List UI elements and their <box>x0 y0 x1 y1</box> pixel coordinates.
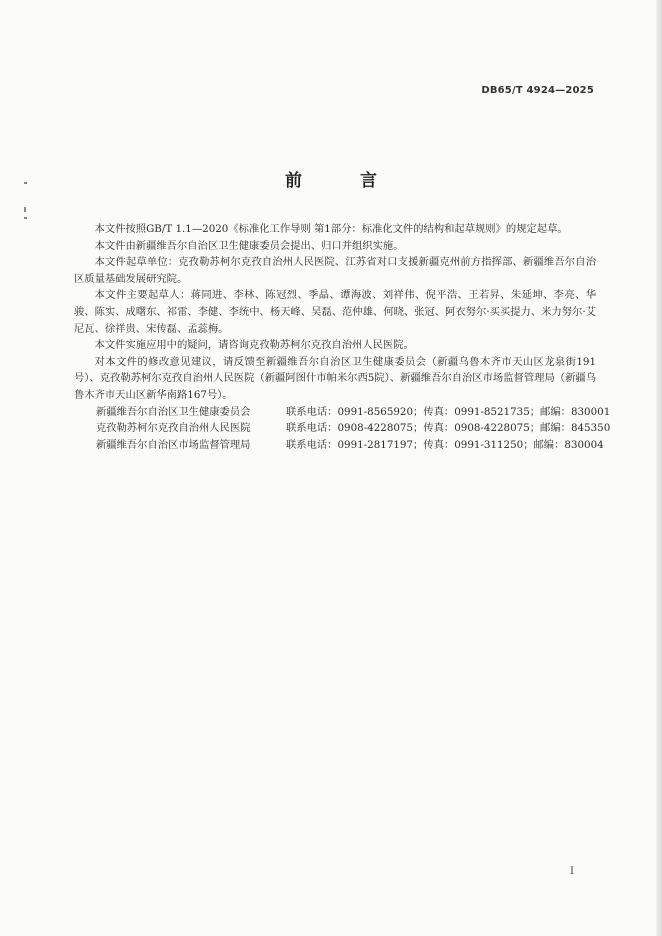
contact-info: 联系电话：0991-8565920；传真：0991-8521735；邮编：830001 <box>286 405 611 418</box>
standard-code: DB65/T 4924—2025 <box>481 85 594 96</box>
contact-info: 联系电话：0991-2817197；传真：0991-311250；邮编：830004 <box>286 438 604 451</box>
contact-list <box>74 404 611 454</box>
scan-margin-mark <box>24 217 27 219</box>
page-title: 前 言 <box>285 171 403 191</box>
paragraph-feedback: 对本文件的修改意见建议，请反馈至新疆维吾尔自治区卫生健康委员会（新疆乌鲁木齐市天山区龙泉街191号）、克孜勒苏柯尔克孜自治州人民医院（新疆阿图什市帕米尔西5院）、新疆维吾尔自治区市场监督管理局（新疆乌鲁木齐市天山区新华南路167号）。 <box>74 355 596 401</box>
page-edge-shadow <box>656 0 662 936</box>
paragraph-proposer: 本文件由新疆维吾尔自治区卫生健康委员会提出、归口并组织实施。 <box>94 239 404 252</box>
contact-info: 联系电话：0908-4228075；传真：0908-4228075；邮编：845350 <box>286 422 611 435</box>
contact-row <box>74 420 611 437</box>
contact-row <box>74 404 611 421</box>
contact-org: 新疆维吾尔自治区卫生健康委员会 <box>96 405 251 418</box>
scan-margin-mark <box>24 207 26 212</box>
paragraph-inquiries: 本文件实施应用中的疑问，请咨询克孜勒苏柯尔克孜自治州人民医院。 <box>94 339 414 352</box>
paragraph-drafting-units: 本文件起草单位：克孜勒苏柯尔克孜自治州人民医院、江苏省对口支援新疆克州前方指挥部、新疆维吾尔自治区质量基础发展研究院。 <box>74 256 596 285</box>
page-number: I <box>570 866 574 877</box>
paragraph-drafters: 本文件主要起草人：蒋同进、李林、陈冠烈、季晶、谭海波、刘祥伟、倪平浩、王若昇、朱延坤、李亮、华骏、陈实、成曙东、祁雷、李健、李统中、杨天峰、吴磊、范仲雄、何晓、张冠、阿衣努尔·买买提力、米力努尔·艾尼瓦、徐祥贵、宋传磊、孟蕊梅。 <box>74 289 596 335</box>
paragraph-drafting-basis: 本文件按照GB/T 1.1—2020《标准化工作导则 第1部分：标准化文件的结构和起草规则》的规定起草。 <box>94 223 568 235</box>
contact-row <box>74 437 604 454</box>
preface-body <box>74 221 611 453</box>
contact-org: 新疆维吾尔自治区市场监督管理局 <box>96 438 251 451</box>
contact-org: 克孜勒苏柯尔克孜自治州人民医院 <box>96 422 251 435</box>
